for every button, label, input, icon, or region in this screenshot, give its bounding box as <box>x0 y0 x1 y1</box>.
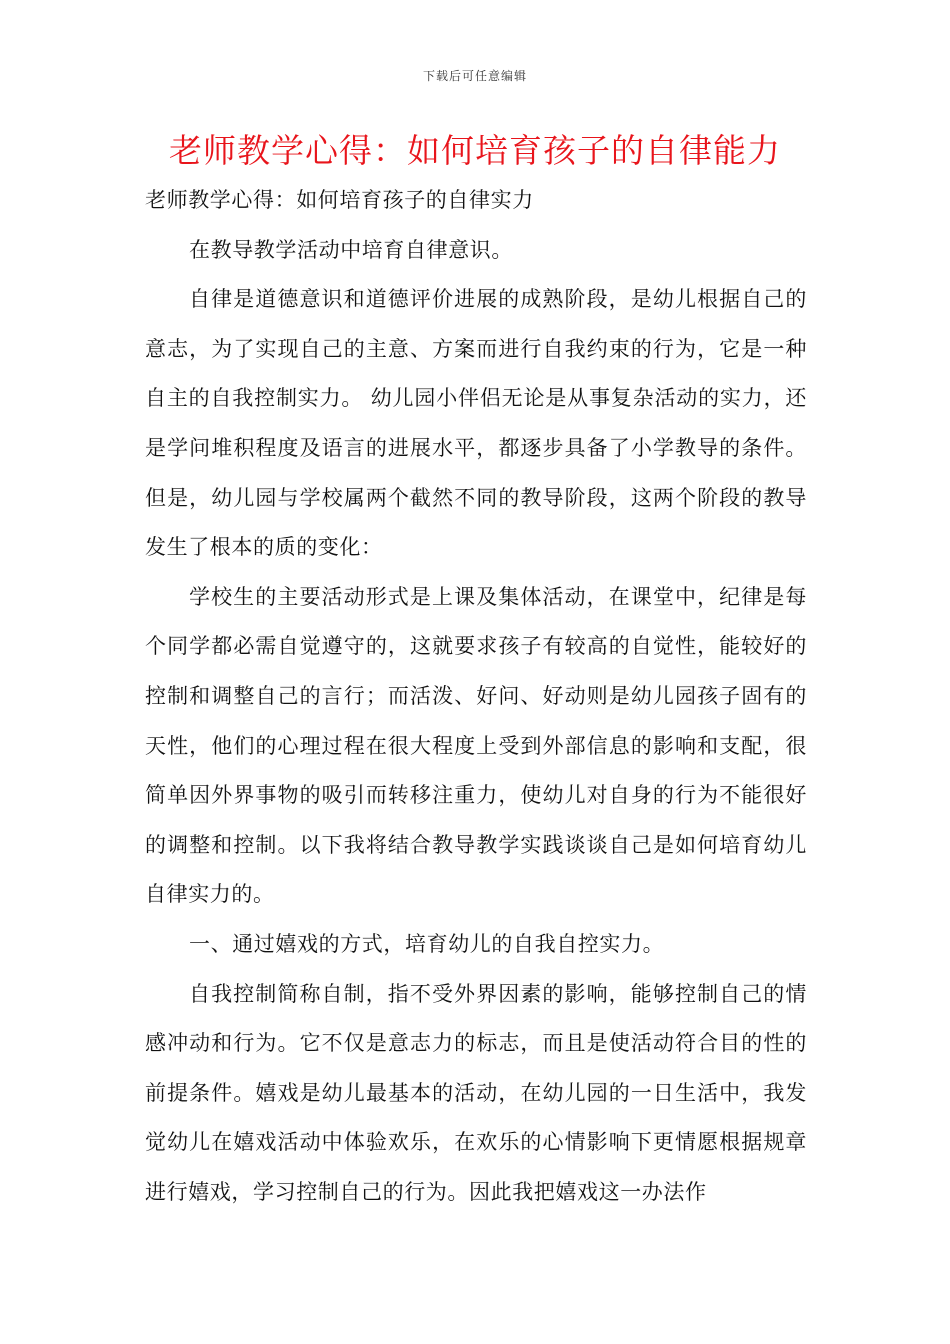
paragraph: 学校生的主要活动形式是上课及集体活动，在课堂中，纪律是每个同学都必需自觉遵守的，这就要求孩子有较高的自觉性，能较好的控制和调整自己的言行；而活泼、好问、好动则是幼儿园孩子固有的天性，他们的心理过程在很大程度上受到外部信息的影响和支配，很简单因外界事物的吸引而转移注重力，使幼儿对自身的行为不能很好的调整和控制。以下我将结合教导教学实践谈谈自己是如何培育幼儿自律实力的。 <box>145 584 807 907</box>
paragraph: 自律是道德意识和道德评价进展的成熟阶段，是幼儿根据自己的意志，为了实现自己的主意、方案而进行自我约束的行为，它是一种自主的自我控制实力。 幼儿园小伴侣无论是从事复杂活动的实力，还是学问堆积程度及语言的进展水平，都逐步具备了小学教导的条件。但是，幼儿园与学校属两个截然不同的教导阶段，这两个阶段的教导发生了根本的质的变化： <box>145 287 807 560</box>
header-note: 下载后可任意编辑 <box>422 69 527 83</box>
document-body <box>145 176 807 1217</box>
document-title: 老师教学心得：如何培育孩子的自律能力 <box>169 131 781 170</box>
document-subtitle: 老师教学心得：如何培育孩子的自律实力 <box>145 188 534 212</box>
section-heading: 一、通过嬉戏的方式，培育幼儿的自我自控实力。 <box>189 931 665 956</box>
paragraph: 在教导教学活动中培育自律意识。 <box>189 237 513 262</box>
paragraph: 自我控制简称自制，指不受外界因素的影响，能够控制自己的情感冲动和行为。它不仅是意志力的标志，而且是使活动符合目的性的前提条件。嬉戏是幼儿最基本的活动，在幼儿园的一日生活中，我发觉幼儿在嬉戏活动中体验欢乐，在欢乐的心情影响下更情愿根据规章进行嬉戏，学习控制自己的行为。因此我把嬉戏这一办法作 <box>145 981 807 1204</box>
